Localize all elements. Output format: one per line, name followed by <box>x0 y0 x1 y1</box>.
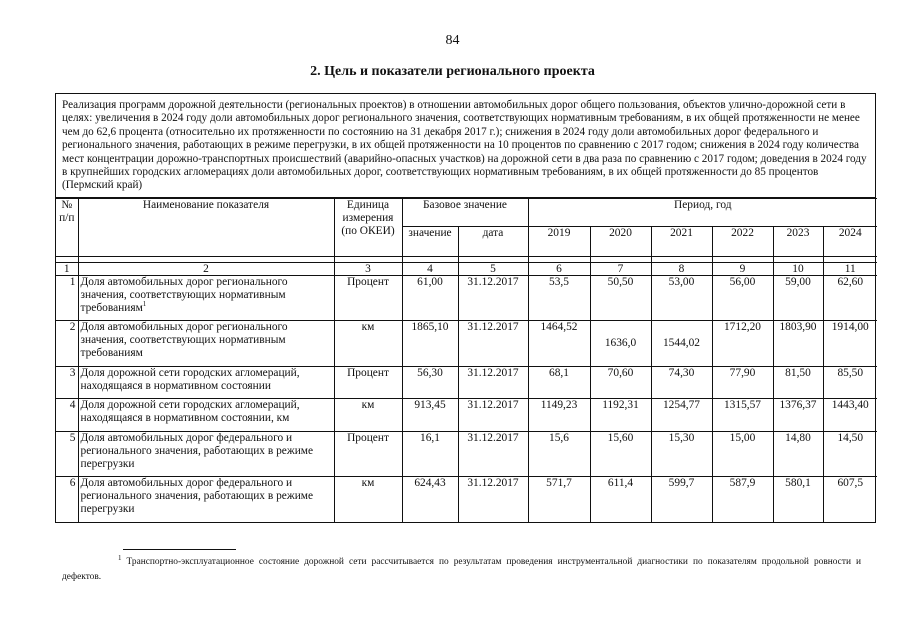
base-date-cell: 31.12.2017 <box>458 320 528 366</box>
unit-cell: Процент <box>334 275 402 320</box>
year-value-cell: 15,00 <box>712 431 773 476</box>
year-value-cell: 1544,02 <box>651 320 712 366</box>
footnote-divider <box>123 549 236 550</box>
column-number: 5 <box>458 262 528 275</box>
column-number: 10 <box>773 262 823 275</box>
indicator-name: Доля автомобильных дорог федерального и регионального значения, работающих в режиме перегрузки <box>78 476 334 522</box>
row-number: 4 <box>56 398 78 431</box>
year-value-cell: 70,60 <box>590 366 651 398</box>
year-value-cell: 53,5 <box>528 275 590 320</box>
header-year: 2024 <box>823 226 877 256</box>
base-value-cell: 624,43 <box>402 476 458 522</box>
column-number: 7 <box>590 262 651 275</box>
header-num: № п/п <box>56 198 78 256</box>
table-row <box>56 431 877 476</box>
unit-cell: км <box>334 398 402 431</box>
unit-cell: Процент <box>334 366 402 398</box>
year-value-cell: 15,6 <box>528 431 590 476</box>
column-number: 8 <box>651 262 712 275</box>
header-year: 2021 <box>651 226 712 256</box>
header-year: 2019 <box>528 226 590 256</box>
year-value-cell: 53,00 <box>651 275 712 320</box>
base-date-cell: 31.12.2017 <box>458 366 528 398</box>
year-value-cell: 1254,77 <box>651 398 712 431</box>
year-value-cell: 1914,00 <box>823 320 877 366</box>
year-value-cell: 1464,52 <box>528 320 590 366</box>
row-number: 3 <box>56 366 78 398</box>
base-value-cell: 913,45 <box>402 398 458 431</box>
year-value-cell: 77,90 <box>712 366 773 398</box>
base-date-cell: 31.12.2017 <box>458 398 528 431</box>
header-year: 2023 <box>773 226 823 256</box>
base-value-cell: 56,30 <box>402 366 458 398</box>
year-value-cell: 50,50 <box>590 275 651 320</box>
table-row <box>56 366 877 398</box>
year-value-cell: 68,1 <box>528 366 590 398</box>
base-date-cell: 31.12.2017 <box>458 476 528 522</box>
indicator-name: Доля дорожной сети городских агломераций, находящаяся в нормативном состоянии <box>78 366 334 398</box>
section-title: 2. Цель и показатели регионального проекта <box>310 64 595 79</box>
header-unit: Единица измерения (по ОКЕИ) <box>334 198 402 256</box>
column-number: 11 <box>823 262 877 275</box>
year-value-cell: 587,9 <box>712 476 773 522</box>
column-number-row <box>56 262 877 275</box>
year-value-cell: 74,30 <box>651 366 712 398</box>
indicator-name <box>78 275 334 320</box>
table-row <box>56 476 877 522</box>
table-row <box>56 320 877 366</box>
column-number: 9 <box>712 262 773 275</box>
indicators-table <box>56 198 877 523</box>
year-value-cell: 59,00 <box>773 275 823 320</box>
base-date-cell: 31.12.2017 <box>458 275 528 320</box>
table-row <box>56 275 877 320</box>
column-number: 2 <box>78 262 334 275</box>
year-value-cell: 81,50 <box>773 366 823 398</box>
header-base: Базовое значение <box>402 198 528 226</box>
year-value-cell: 571,7 <box>528 476 590 522</box>
year-value-cell: 1443,40 <box>823 398 877 431</box>
table-row <box>56 398 877 431</box>
row-number: 5 <box>56 431 78 476</box>
header-base-value: значение <box>402 226 458 256</box>
indicator-name: Доля дорожной сети городских агломераций, находящаяся в нормативном состоянии, км <box>78 398 334 431</box>
page-number: 84 <box>445 33 460 48</box>
footnote-text: Транспортно-эксплуатационное состояние дорожной сети рассчитывается по результатам проведения инструментальной диагностики по показателям продольной ровности и дефектов. <box>62 557 861 582</box>
base-value-cell: 61,00 <box>402 275 458 320</box>
year-value-cell: 1376,37 <box>773 398 823 431</box>
column-number: 6 <box>528 262 590 275</box>
header-period: Период, год <box>528 198 877 226</box>
row-number: 6 <box>56 476 78 522</box>
unit-cell: км <box>334 320 402 366</box>
year-value-cell: 1315,57 <box>712 398 773 431</box>
year-value-cell: 85,50 <box>823 366 877 398</box>
year-value-cell: 1803,90 <box>773 320 823 366</box>
indicator-name: Доля автомобильных дорог федерального и регионального значения, работающих в режиме перегрузки <box>78 431 334 476</box>
year-value-cell: 1712,20 <box>712 320 773 366</box>
header-base-date: дата <box>458 226 528 256</box>
year-value-cell: 1192,31 <box>590 398 651 431</box>
year-value-cell: 15,30 <box>651 431 712 476</box>
header-year: 2022 <box>712 226 773 256</box>
footnote-mark: 1 <box>142 300 147 309</box>
project-goal-text: Реализация программ дорожной деятельности (региональных проектов) в отношении автомобильных дорог общего пользования, объектов улично-дорожной сети в целях: увеличения в 2024 году доли автомобильных дорог регионального значения, соответствующих нормативным требованиям, в их общей протяженности не менее чем до 62,6 процента (относительно их протяженности по состоянию на 31 декабря 2017 г.); снижения в 2024 году доли автомобильных дорог федерального и регионального значения, работающих в режиме перегрузки, в их общей протяженности на 10 процентов по сравнению с 2017 годом; снижения в 2024 году количества мест концентрации дорожно-транспортных происшествий (аварийно-опасных участков) на дорожной сети в два раза по сравнению с 2017 годом; доведения в 2024 году в крупнейших городских агломерациях доли автомобильных дорог, соответствующих нормативным требованиям, в их общей протяженности до 85 процентов (Пермский край) <box>56 94 875 198</box>
header-name: Наименование показателя <box>78 198 334 256</box>
project-goal-table <box>55 93 876 523</box>
column-number: 1 <box>56 262 78 275</box>
footnote <box>62 555 861 585</box>
base-date-cell: 31.12.2017 <box>458 431 528 476</box>
row-number: 2 <box>56 320 78 366</box>
year-value-cell: 1149,23 <box>528 398 590 431</box>
year-value-cell: 599,7 <box>651 476 712 522</box>
column-number: 3 <box>334 262 402 275</box>
header-year: 2020 <box>590 226 651 256</box>
year-value-cell: 611,4 <box>590 476 651 522</box>
row-number: 1 <box>56 275 78 320</box>
base-value-cell: 1865,10 <box>402 320 458 366</box>
indicator-name-text: Доля автомобильных дорог регионального значения, соответствующих нормативным требованиям <box>80 275 288 314</box>
year-value-cell: 56,00 <box>712 275 773 320</box>
year-value-cell: 62,60 <box>823 275 877 320</box>
footnote-mark: 1 <box>118 553 122 562</box>
year-value-cell: 607,5 <box>823 476 877 522</box>
year-value-cell: 15,60 <box>590 431 651 476</box>
base-value-cell: 16,1 <box>402 431 458 476</box>
indicator-name: Доля автомобильных дорог регионального значения, соответствующих нормативным требованиям <box>78 320 334 366</box>
year-value-cell: 580,1 <box>773 476 823 522</box>
column-number: 4 <box>402 262 458 275</box>
year-value-cell: 14,80 <box>773 431 823 476</box>
unit-cell: Процент <box>334 431 402 476</box>
year-value-cell: 1636,0 <box>590 320 651 366</box>
year-value-cell: 14,50 <box>823 431 877 476</box>
unit-cell: км <box>334 476 402 522</box>
